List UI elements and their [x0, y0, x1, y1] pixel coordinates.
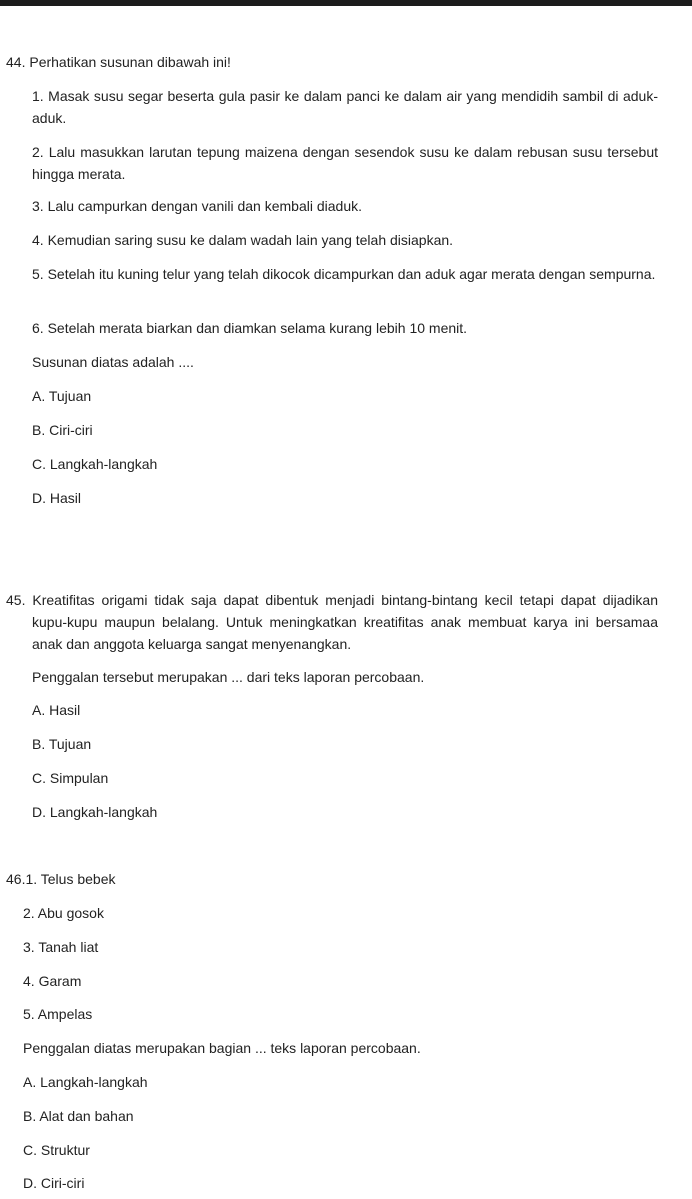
q46-item-3: 3. Tanah liat: [23, 939, 99, 955]
q44-step-6: 6. Setelah merata biarkan dan diamkan selama kurang lebih 10 menit.: [32, 320, 468, 336]
q45-option-d[interactable]: D. Langkah-langkah: [32, 804, 158, 820]
q44-option-b[interactable]: B. Ciri-ciri: [32, 422, 93, 438]
q45-heading: [6, 589, 658, 655]
q44-step-5: 5. Setelah itu kuning telur yang telah dikocok dicampurkan dan aduk agar merata dengan sempurna.: [32, 266, 656, 282]
q46-option-d[interactable]: D. Ciri-ciri: [23, 1175, 85, 1191]
top-bar: [0, 0, 692, 6]
q46-item-5: 5. Ampelas: [23, 1006, 93, 1022]
q45-option-a[interactable]: A. Hasil: [32, 702, 81, 718]
q46-option-a[interactable]: A. Langkah-langkah: [23, 1074, 148, 1090]
q45-option-b[interactable]: B. Tujuan: [32, 736, 92, 752]
q44-heading: 44. Perhatikan susunan dibawah ini!: [6, 54, 231, 70]
q44-question: Susunan diatas adalah ....: [32, 354, 194, 370]
q46-item-4: 4. Garam: [23, 973, 82, 989]
q45-heading-text: 45. Kreatifitas origami tidak saja dapat dibentuk menjadi bintang-bintang kecil tetapi dapat dijadikan kupu-kupu maupun belalang. Untuk meningkatkan kreatifitas anak membuat karya ini bersamaa anak dan anggota keluarga sangat menyenangkan.: [6, 592, 658, 652]
q44-step-3: 3. Lalu campurkan dengan vanili dan kembali diaduk.: [32, 198, 362, 214]
q44-option-a[interactable]: A. Tujuan: [32, 388, 92, 404]
q46-option-c[interactable]: C. Struktur: [23, 1142, 90, 1158]
q44-step-2: 2. Lalu masukkan larutan tepung maizena dengan sesendok susu ke dalam rebusan susu tersebut hingga merata.: [32, 144, 658, 182]
q46-item-2: 2. Abu gosok: [23, 905, 104, 921]
q46-option-b[interactable]: B. Alat dan bahan: [23, 1108, 134, 1124]
q45-option-c[interactable]: C. Simpulan: [32, 770, 109, 786]
q45-question: Penggalan tersebut merupakan ... dari teks laporan percobaan.: [32, 669, 425, 685]
q44-step-1: 1. Masak susu segar beserta gula pasir ke dalam panci ke dalam air yang mendidih sambil di aduk-aduk.: [32, 88, 658, 126]
q44-option-d[interactable]: D. Hasil: [32, 490, 82, 506]
q46-item-1: 46.1. Telus bebek: [6, 871, 116, 887]
q44-step-4: 4. Kemudian saring susu ke dalam wadah lain yang telah disiapkan.: [32, 232, 454, 248]
q44-option-c[interactable]: C. Langkah-langkah: [32, 456, 158, 472]
q46-question: Penggalan diatas merupakan bagian ... teks laporan percobaan.: [23, 1040, 421, 1056]
